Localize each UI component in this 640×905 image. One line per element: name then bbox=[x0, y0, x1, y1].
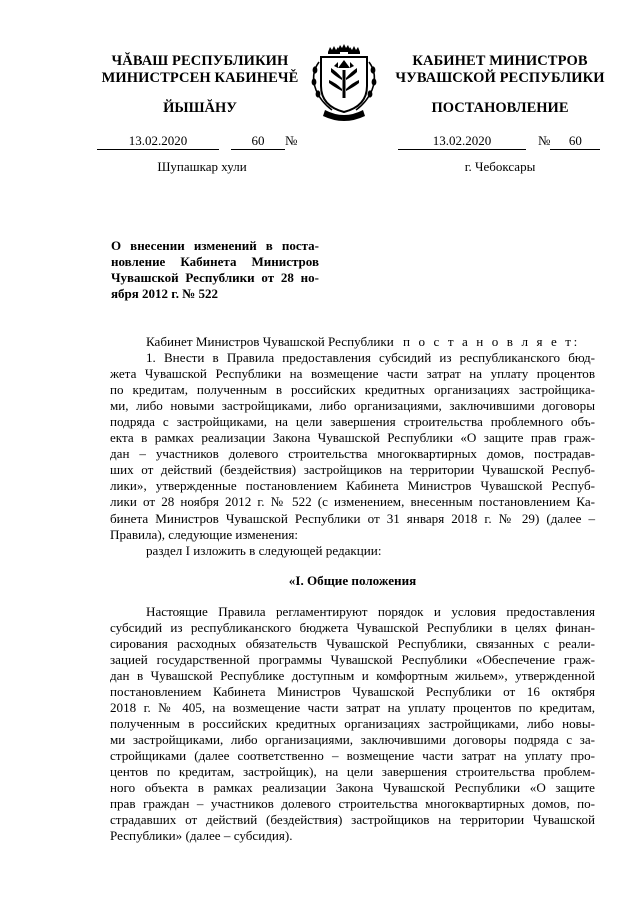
para1-line: Правила), следующие изменения: bbox=[110, 526, 298, 542]
title-line: ября 2012 г. № 522 bbox=[111, 286, 219, 301]
para1-line: ших от действий (бездействия) застройщиков на территории Чувашской Респуб- bbox=[110, 462, 595, 478]
header-right-number-sign: № bbox=[538, 133, 551, 148]
header-left-org bbox=[95, 53, 305, 87]
document-body bbox=[110, 334, 595, 844]
para3-line: ми застройщиками, либо организациями, заключившими договоры подряда с за- bbox=[110, 732, 595, 748]
para1-line: лики от 28 ноября 2012 г. № 522 (с изменением, внесенным постановлением Ка- bbox=[110, 494, 595, 510]
paragraph-3 bbox=[110, 604, 595, 845]
para3-line: центов по кредитам, застройщик), на цели завершения строительства проблем- bbox=[110, 764, 595, 780]
header-right-date-line bbox=[398, 133, 600, 150]
para3-line: прав граждан – участников долевого строительства многоквартирных домов, по- bbox=[110, 796, 595, 812]
header-left-date-line bbox=[97, 133, 297, 150]
title-line: новление Кабинета Министров bbox=[111, 254, 319, 269]
header-left-date: 13.02.2020 bbox=[97, 133, 219, 150]
para3-line: зацией государственной программы Чувашской Республики «Обеспечение граж- bbox=[110, 651, 595, 667]
para3-line: 2018 г. № 405, на возмещение части затрат на уплату процентов по кредитам, bbox=[110, 699, 595, 715]
header-left-place: Шупашкар хули bbox=[157, 159, 247, 174]
para3-line: дан в Чувашской Республике доступным и комфортным жильем», утвержденной bbox=[110, 667, 595, 683]
para1-line: дан – участников долевого строительства многоквартирных домов, пострадав- bbox=[110, 446, 595, 462]
para1-line: по кредитам, полученным в российских кредитных организациях застройщика- bbox=[110, 382, 595, 398]
paragraph-2: раздел I изложить в следующей редакции: bbox=[146, 542, 382, 558]
header-right-number: 60 bbox=[550, 133, 600, 150]
preamble-resolves: п о с т а н о в л я е т: bbox=[403, 334, 580, 349]
document-title bbox=[111, 238, 319, 302]
header-left-doc-type: ЙЫШĂНУ bbox=[163, 100, 237, 116]
para1-line: 1. Внести в Правила предоставления субсидий из республиканского бюд- bbox=[146, 350, 595, 366]
header-right-line2: ЧУВАШСКОЙ РЕСПУБЛИКИ bbox=[395, 70, 605, 86]
para1-line: екта в рамках реализации Закона Чувашской Республики «О защите прав граж- bbox=[110, 430, 595, 446]
title-line: О внесении изменений в поста- bbox=[111, 238, 319, 253]
para3-line: постановлением Кабинета Министров Чувашской Республики от 16 октября bbox=[110, 683, 595, 699]
para3-line: субсидий из республиканского бюджета Чувашской Республики в целях финан- bbox=[110, 619, 595, 635]
header-right-date: 13.02.2020 bbox=[398, 133, 526, 150]
header-left-number-sign: № bbox=[285, 133, 298, 148]
para1-line: лики», утвержденные постановлением Кабинета Министров Чувашской Респуб- bbox=[110, 478, 595, 494]
preamble-text: Кабинет Министров Чувашской Республики bbox=[146, 334, 394, 349]
header-left-line2: МИНИСТРСЕН КАБИНЕЧĚ bbox=[101, 70, 299, 86]
para3-line: страдавших от действий (бездействия) застройщиков на территории Чувашской bbox=[110, 812, 595, 828]
para3-line: Настоящие Правила регламентируют порядок и условия предоставления bbox=[146, 603, 595, 619]
para3-line: полученным в российских кредитных организациях застройщиками, либо новы- bbox=[110, 716, 595, 732]
header-right-org bbox=[395, 53, 605, 87]
para1-line: ми, либо новыми застройщиками, либо организациями, заключившими договоры bbox=[110, 398, 595, 414]
para3-line: ного объекта в рамках реализации Закона Чувашской Республики «О защите bbox=[110, 780, 595, 796]
chuvash-republic-coat-of-arms-icon bbox=[307, 40, 381, 122]
para3-line: сирования расходных обязательств Чувашской Республики, связанных с реали- bbox=[110, 635, 595, 651]
header-right-place: г. Чебоксары bbox=[464, 159, 536, 174]
section-heading: «I. Общие положения bbox=[288, 572, 417, 588]
paragraph-1 bbox=[110, 350, 595, 543]
header-left-number: 60 bbox=[231, 133, 285, 150]
title-line: Чувашской Республики от 28 но- bbox=[111, 270, 319, 285]
header-left-line1: ЧĂВАШ РЕСПУБЛИКИН bbox=[111, 53, 289, 69]
para3-line: стройщиками (далее соответственно – возмещение части затрат на уплату про- bbox=[110, 748, 595, 764]
header-right-doc-type: ПОСТАНОВЛЕНИЕ bbox=[431, 100, 569, 116]
para1-line: подряда с застройщиками, на цели завершения строительства проблемного объ- bbox=[110, 414, 595, 430]
para1-line: бинета Министров Чувашской Республики от 31 января 2018 г. № 29) (далее – bbox=[110, 510, 595, 526]
preamble bbox=[110, 334, 595, 350]
para3-line: Республики» (далее – субсидия). bbox=[110, 828, 293, 844]
header-right-line1: КАБИНЕТ МИНИСТРОВ bbox=[412, 53, 588, 69]
para1-line: жета Чувашской Республики на возмещение части затрат на уплату процентов bbox=[110, 366, 595, 382]
